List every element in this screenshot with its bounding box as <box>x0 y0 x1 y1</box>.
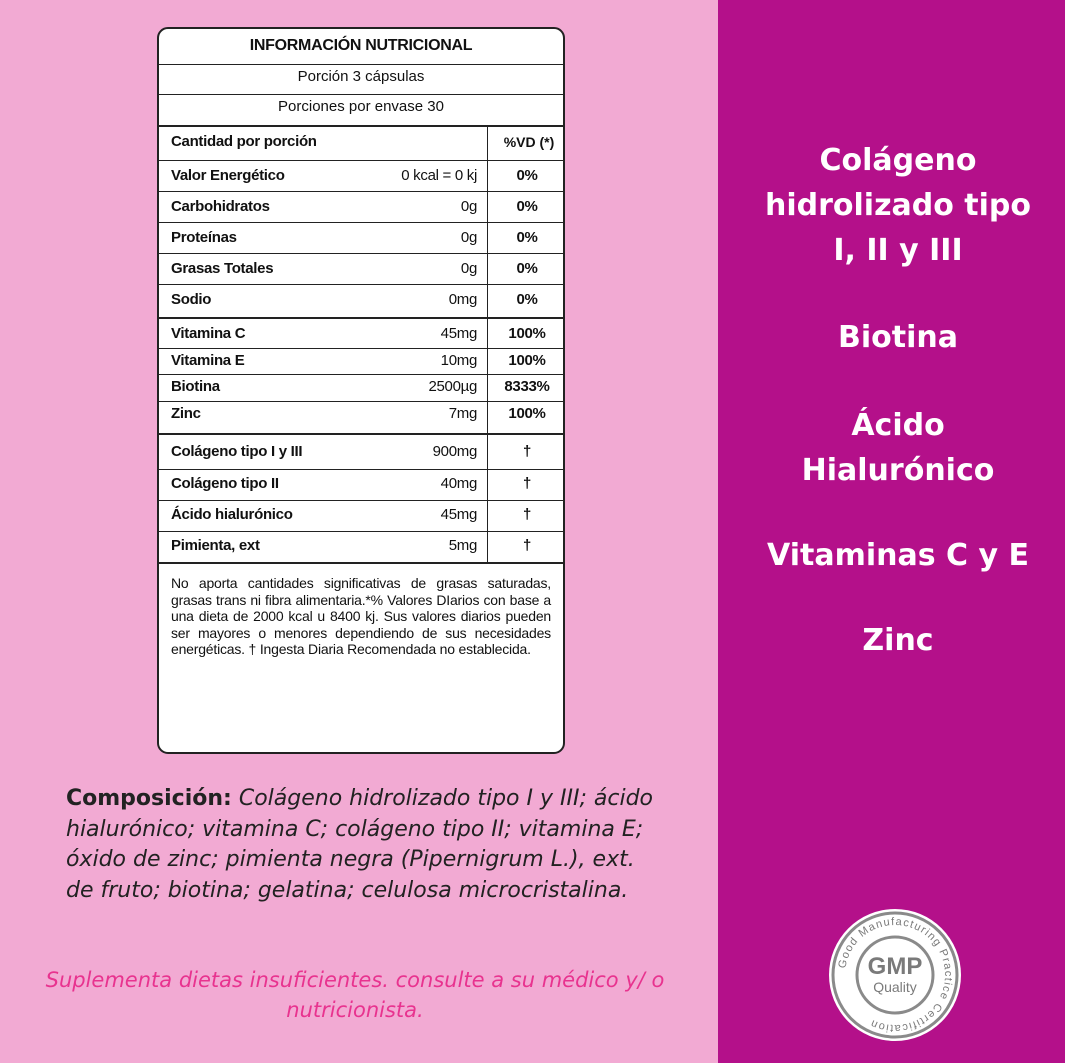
nutrient-amount: 7mg <box>448 405 477 422</box>
nutrient-name: Colágeno tipo II <box>171 475 279 492</box>
nutrient-dv: 0% <box>516 229 538 246</box>
header-amount: Cantidad por porción <box>171 133 317 150</box>
nutrient-amount: 0g <box>460 260 477 277</box>
composition <box>66 784 656 906</box>
table-row <box>159 531 563 561</box>
nutrient-amount: 45mg <box>440 506 477 523</box>
nutrient-name: Vitamina E <box>171 352 245 369</box>
nutrient-dv: 100% <box>508 325 546 342</box>
nutrient-dv: † <box>522 537 532 554</box>
composition-text: Colágeno hidrolizado tipo I y III; ácido hialurónico; vitamina C; colágeno tipo II; vitamina E; óxido de zinc; pimienta negra (Pipernigrum L.), ext. de fruto; biotina; gelatina; celulosa microcristalina. <box>66 786 653 903</box>
table-row <box>159 284 563 315</box>
benefit-vitamins: Vitaminas C y E <box>767 538 1029 573</box>
table-row <box>159 222 563 253</box>
seal-ring-text: Good Manufacturing Practice Certification <box>836 915 955 1035</box>
benefit-hyaluronic-line: Hialurónico <box>801 453 995 488</box>
nutrient-amount: 900mg <box>432 443 477 460</box>
nutrient-name: Sodio <box>171 291 212 308</box>
composition-label: Composición: <box>66 786 232 811</box>
seal-quality-text: Quality <box>873 979 917 995</box>
nutrient-name: Grasas Totales <box>171 260 274 277</box>
nutrient-amount: 40mg <box>440 475 477 492</box>
table-row <box>159 437 563 468</box>
benefit-hyaluronic <box>718 403 1065 493</box>
table-row <box>159 253 563 284</box>
nutrient-name: Biotina <box>171 378 220 395</box>
nutrient-name: Ácido hialurónico <box>171 506 293 523</box>
benefit-collagen-line: Colágeno <box>819 143 977 178</box>
table-row <box>159 401 563 431</box>
nutrient-amount: 0g <box>460 229 477 246</box>
nutrient-amount: 0 kcal = 0 kj <box>401 167 477 184</box>
column-divider <box>487 125 488 562</box>
servings-per-container: Porciones por envase 30 <box>278 98 444 115</box>
nutrient-dv: † <box>522 443 532 460</box>
header-dv: %VD (*) <box>503 134 555 150</box>
nutrient-name: Pimienta, ext <box>171 537 260 554</box>
benefit-biotin: Biotina <box>838 320 958 355</box>
table-row <box>159 348 563 374</box>
benefit-collagen-line: hidrolizado tipo <box>764 188 1032 223</box>
benefit-collagen <box>718 138 1065 273</box>
nutrient-name: Carbohidratos <box>171 198 270 215</box>
nutrient-name: Valor Energético <box>171 167 285 184</box>
nutrient-dv: 0% <box>516 291 538 308</box>
table-row <box>159 374 563 401</box>
nutrient-name: Zinc <box>171 405 201 422</box>
nutrient-amount: 10mg <box>440 352 477 369</box>
table-row <box>159 500 563 531</box>
nutrient-name: Vitamina C <box>171 325 246 342</box>
gmp-quality-seal <box>827 907 963 1043</box>
nutrient-amount: 5mg <box>448 537 477 554</box>
nutrient-amount: 2500µg <box>428 378 477 395</box>
nutrient-dv: 100% <box>508 352 546 369</box>
serving-size: Porción 3 cápsulas <box>297 68 425 85</box>
nutrient-dv: 0% <box>516 198 538 215</box>
table-row <box>159 321 563 348</box>
table-row <box>159 160 563 191</box>
nutrient-dv: † <box>522 475 532 492</box>
seal-gmp-text: GMP <box>867 953 923 980</box>
table-row <box>159 469 563 500</box>
nutrient-dv: 100% <box>508 405 546 422</box>
table-row <box>159 191 563 222</box>
nutrient-amount: 0g <box>460 198 477 215</box>
nutrient-dv: † <box>522 506 532 523</box>
advice-text: Suplementa dietas insuficientes. consulte a su médico y/ o nutricionista. <box>45 968 665 1022</box>
benefit-hyaluronic-line: Ácido <box>851 408 945 443</box>
nutrient-dv: 0% <box>516 167 538 184</box>
benefit-zinc: Zinc <box>862 623 934 658</box>
nutrient-dv: 0% <box>516 260 538 277</box>
nutrient-dv: 8333% <box>504 378 550 395</box>
nutrient-amount: 45mg <box>440 325 477 342</box>
nutrition-table <box>157 27 565 754</box>
nutrient-name: Colágeno tipo I y III <box>171 443 303 460</box>
benefit-collagen-line: I, II y III <box>833 233 963 268</box>
nutrition-title: INFORMACIÓN NUTRICIONAL <box>249 37 473 54</box>
nutrition-footnote: No aporta cantidades significativas de grasas saturadas, grasas trans ni fibra alimentaria.*% Valores DIarios con base a una dieta de 2000 kcal u 8400 kj. Sus valores diarios pueden ser mayores o menores dependiendo de sus necesidades energéticas. † Ingesta Diaria Recomendada no establecida. <box>171 575 551 657</box>
nutrient-amount: 0mg <box>448 291 477 308</box>
nutrient-name: Proteínas <box>171 229 237 246</box>
